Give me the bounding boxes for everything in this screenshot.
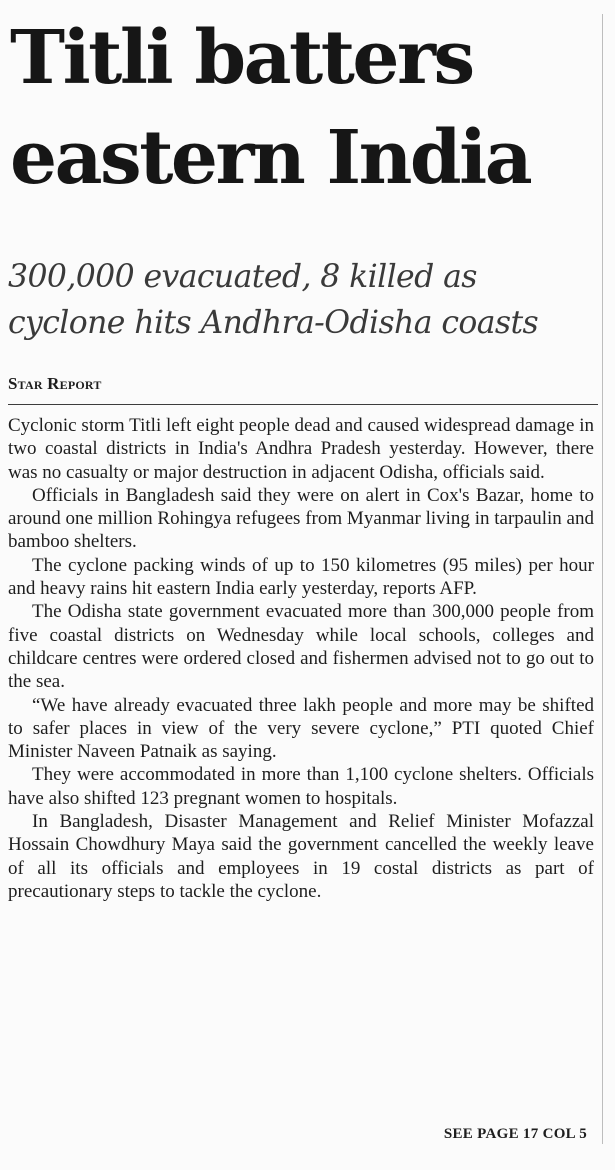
headline — [10, 8, 595, 208]
headline-line-2: eastern India — [10, 115, 531, 201]
continuation-jump-line: SEE PAGE 17 COL 5 — [443, 1126, 587, 1142]
article-paragraph: Cyclonic storm Titli left eight people dead and caused widespread damage in two coastal districts in India's Andhra Pradesh yesterday. However, there was no casualty or major destruction in adjacent Odisha, officials said. — [8, 415, 594, 483]
subheadline — [8, 254, 598, 346]
column-divider — [602, 14, 603, 1144]
article-paragraph: Officials in Bangladesh said they were on alert in Cox's Bazar, home to around one million Rohingya refugees from Myanmar living in tarpaulin and bamboo shelters. — [8, 484, 594, 553]
subheadline-line-2: cyclone hits Andhra-Odisha coasts — [8, 305, 539, 341]
byline-divider — [8, 404, 598, 405]
headline-line-1: Titli batters — [10, 15, 473, 101]
article-paragraph: They were accommodated in more than 1,100 cyclone shelters. Officials have also shifted 123 pregnant women to hospitals. — [8, 764, 594, 809]
byline: Star Report — [8, 374, 102, 393]
article-paragraph: “We have already evacuated three lakh people and more may be shifted to safer places in view of the very severe cyclone,” PTI quoted Chief Minister Naveen Patnaik as saying. — [8, 694, 594, 763]
article-paragraph: The Odisha state government evacuated more than 300,000 people from five coastal districts on Wednesday while local schools, colleges and childcare centres were ordered closed and fishermen advised not to go out to the sea. — [8, 601, 594, 693]
subheadline-line-1: 300,000 evacuated, 8 killed as — [8, 259, 477, 295]
article-paragraph: The cyclone packing winds of up to 150 kilometres (95 miles) per hour and heavy rains hit eastern India early yesterday, reports AFP. — [8, 554, 594, 600]
article-body — [8, 414, 594, 903]
article-paragraph: In Bangladesh, Disaster Management and Relief Minister Mofazzal Hossain Chowdhury Maya said the government cancelled the weekly leave of all its officials and employees in 19 costal districts as part of precautionary steps to tackle the cyclone. — [8, 811, 594, 902]
